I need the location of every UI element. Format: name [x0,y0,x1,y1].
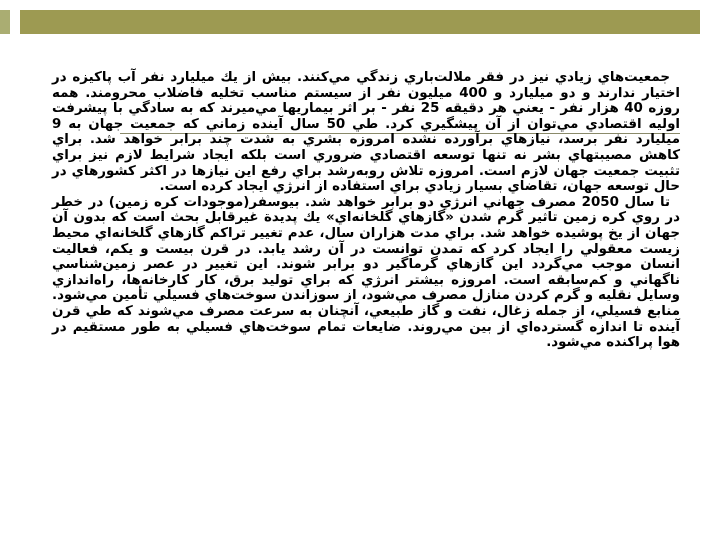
header-divider [20,34,700,36]
slide-header-bar [0,0,720,36]
paragraph-population: جمعيت‌هاي زيادي نيز در فقر ملالت‌باري زندگي مي‌كنند. بيش از يك ميليارد نفر آب پاكيزه در اختيار ندارند و دو ميليارد و 400 ميليون نفر از سيستم مناسب تخليه فاضلاب محرومند. همه روزه 40 هزار نفر - يعني هر دقيقه 25 نفر - بر اثر بيماريها مي‌ميرند كه به سادگي با پيشرفت اوليه اقتصادي مي‌توان از آن پيشگيري كرد. طي 50 سال آينده زماني كه جمعيت جهان به 9 ميليارد نفر برسد، نيازهاي برآورده نشده امروزه بشري به شدت چند برابر خواهد شد. براي كاهش مصيبتهاي بشر نه تنها توسعه اقتصادي ضروري است بلكه ايجاد شرايط لازم نيز براي تثبيت جمعيت جهان لازم است. امروزه تلاش روبه‌رشد براي رفع اين نيازها در اكثر كشورهاي در حال توسعه جهان، تقاضاي بسيار زيادي براي استفاده از انرژي ايجاد كرده است. [52,70,680,195]
header-gap [10,10,20,34]
paragraph-energy: تا سال 2050 مصرف جهاني انرژي دو برابر خواهد شد. بيوسفر(موجودات كره زمين) در خطر در روي كره زمين تاثير گرم شدن «گازهاي گلخانه‌اي» يك پديدة غيرقابل بحث است كه بدون آن جهان از يخ پوشيده خواهد شد. براي مدت هزاران سال، عدم تغيير تراكم گازهاي گلخانه‌اي محيط زيست معقولي را ايجاد كرد كه تمدن توانست در آن رشد يابد. در قرن بيست و يكم، فعاليت انسان موجب مي‌گردد اين گازهاي گرماگير دو برابر شوند. اين تغيير در عصر زمين‌شناسي ناگهاني و كم‌سابقه است. امروزه بيشتر انرژي كه براي توليد برق، كار كارخانه‌ها، راه‌اندازي وسايل نقليه و گرم كردن منازل مصرف مي‌شود، از سوزاندن سوخت‌هاي فسيلي تأمين مي‌شود. منابع فسيلي، از جمله زغال، نفت و گاز طبيعي، آنچنان به سرعت مصرف مي‌شوند كه طي قرن آينده تا اندازه گسترده‌اي از بين مي‌روند. ضايعات تمام سوخت‌هاي فسيلي به طور مستقيم در هوا پراكنده مي‌شود. [52,194,680,351]
header-title-band [20,10,700,34]
slide-body-text [52,70,680,351]
header-accent-block [0,10,10,34]
